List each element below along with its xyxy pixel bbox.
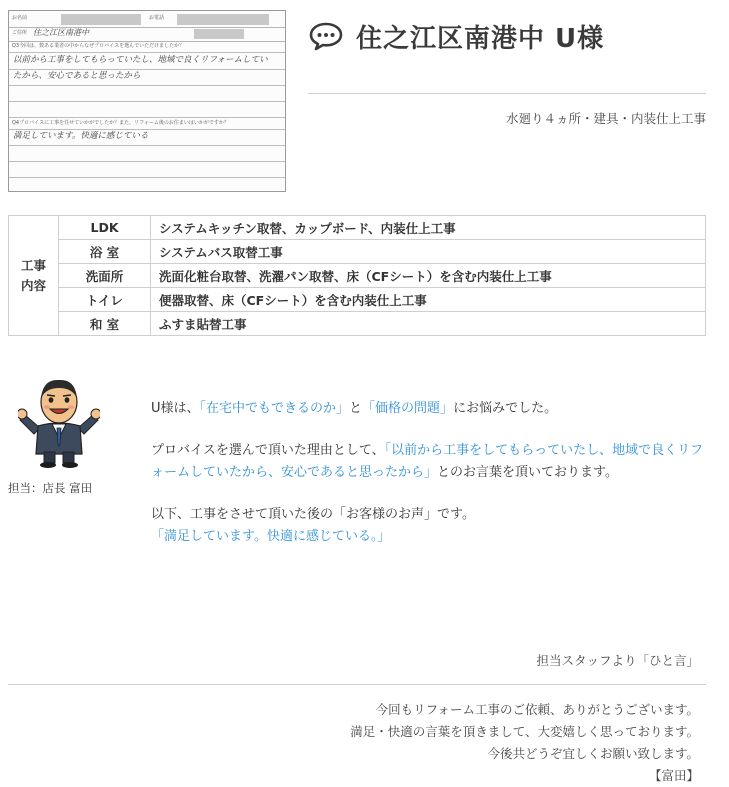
story-text (151, 398, 711, 568)
story-text-segment: と (349, 401, 363, 416)
work-summary: 水廻り４ヵ所・建具・内装仕上工事 (505, 111, 706, 126)
table-row (9, 288, 706, 312)
highlight-phrase: 「在宅中でもできるのか」 (199, 401, 350, 416)
story-paragraph-3 (151, 504, 711, 548)
table-row (9, 312, 706, 336)
survey-q4-answer-line1: 満足しています。快適に感じている (13, 131, 149, 141)
works-table (8, 215, 706, 336)
survey-q4-label: Q4プロバイスに工事を任せていかがでしたか？また、リフォーム後のお住まいはいかがですか？ (12, 120, 229, 126)
survey-q3-answer-line1: 以前から工事をしてもらっていたし、地域で良くリフォームしてい (13, 55, 268, 65)
staff-signature: 【富田】 (648, 768, 699, 783)
work-desc-cell: システムバス取替工事 (151, 240, 706, 264)
staff-message-heading: 担当スタッフより「ひと言」 (536, 653, 699, 668)
work-desc-cell: ふすま貼替工事 (151, 312, 706, 336)
customer-voice-quote: 「満足しています。快適に感じている。」 (151, 529, 391, 544)
story-text-segment: U様は、 (151, 401, 200, 416)
work-desc-cell: 洗面化粧台取替、洗濯パン取替、床（CFシート）を含む内装仕上工事 (151, 264, 706, 288)
survey-address-label: ご住所 (12, 30, 28, 36)
staff-message-line: 満足・快適の言葉を頂きまして、大変嬉しく思っております。 (350, 724, 699, 739)
highlight-phrase: 「価格の問題」 (362, 401, 454, 416)
highlight-phrase: 「以前から工事をしてもらっていたし、地域で良くリフォームしていたから、安心であると思ったから」 (151, 443, 704, 480)
work-desc-cell: システムキッチン取替、カップボード、内装仕上工事 (151, 216, 706, 240)
story-paragraph-2 (151, 440, 711, 484)
story-paragraph-1 (151, 398, 711, 420)
works-table-heading (9, 216, 59, 336)
speech-bubble-icon (308, 21, 344, 51)
works-heading-line2: 内容 (20, 277, 46, 293)
room-cell: 和 室 (59, 312, 151, 336)
story-text-segment: にお悩みでした。 (453, 401, 558, 416)
title-divider (308, 93, 706, 94)
table-row (9, 240, 706, 264)
survey-address-handwriting: 住之江区南港中 (33, 28, 89, 37)
survey-address-redaction (194, 29, 244, 39)
story-text-segment: とのお言葉を頂いております。 (437, 465, 618, 480)
room-cell: LDK (59, 216, 151, 240)
work-desc-cell: 便器取替、床（CFシート）を含む内装仕上工事 (151, 288, 706, 312)
survey-name-redaction (61, 14, 141, 25)
page-title: 住之江区南港中 U様 (356, 23, 605, 54)
room-cell: 浴 室 (59, 240, 151, 264)
story-text-segment: 以下、工事をさせて頂いた後の「お客様のお声」です。 (151, 507, 475, 522)
story-text-segment: プロバイスを選んで頂いた理由として、 (151, 443, 385, 458)
survey-q3-answer-line2: たから、安心であると思ったから (13, 71, 141, 81)
room-cell: トイレ (59, 288, 151, 312)
staff-message-line: 今回もリフォーム工事のご依頼、ありがとうございます。 (375, 702, 699, 717)
staff-name-label: 担当：店長 富田 (8, 481, 93, 495)
staff-mascot-illustration (18, 376, 100, 468)
table-row (9, 264, 706, 288)
survey-form-image (8, 10, 286, 192)
page-header (308, 16, 604, 56)
survey-q3-label: Q3今回は、数ある業者の中からなぜプロバイスを選んでいただけましたか？ (12, 43, 185, 49)
room-cell: 洗面所 (59, 264, 151, 288)
staff-message (350, 699, 699, 787)
survey-name-label: お名前 (12, 15, 28, 21)
survey-phone-redaction (177, 14, 269, 25)
survey-phone-label: お電話 (149, 15, 165, 21)
table-row (9, 216, 706, 240)
works-heading-line1: 工事 (20, 257, 46, 273)
staff-message-line: 今後共どうぞ宜しくお願い致します。 (487, 746, 699, 761)
message-divider (8, 684, 706, 685)
